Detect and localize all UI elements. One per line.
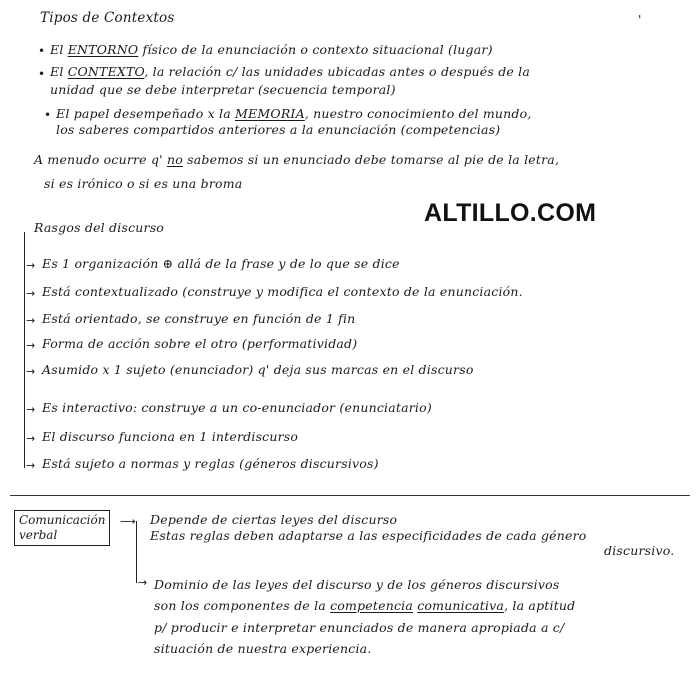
arrow-icon: → bbox=[26, 287, 36, 300]
margin-mark: ' bbox=[638, 12, 642, 27]
bracket-line bbox=[24, 232, 25, 468]
branch1-line-1: Depende de ciertas leyes del discurso bbox=[150, 512, 398, 527]
divider bbox=[10, 495, 690, 496]
rasgo-item: Está sujeto a normas y reglas (géneros discursivos) bbox=[42, 456, 379, 471]
context-item-entorno: El ENTORNO físico de la enunciación o contexto situacional (lugar) bbox=[50, 42, 493, 57]
watermark-logo: ALTILLO.COM bbox=[424, 199, 597, 227]
arrow-icon: → bbox=[26, 432, 36, 445]
bullet-icon: • bbox=[38, 44, 46, 58]
branch1-line-3: discursivo. bbox=[604, 543, 675, 558]
bullet-icon: • bbox=[44, 108, 52, 122]
arrow-icon: ⟶ bbox=[120, 515, 136, 528]
context-item-contexto: El CONTEXTO, la relación c/ las unidades ubicadas antes o después de la bbox=[50, 64, 531, 79]
rasgos-title: Rasgos del discurso bbox=[34, 220, 165, 235]
note-line-2: si es irónico o si es una broma bbox=[44, 176, 243, 191]
branch2-line-2: son los componentes de la competencia comunicativa, la aptitud bbox=[154, 598, 576, 613]
context-item-memoria: El papel desempeñado x la MEMORIA, nuestro conocimiento del mundo, bbox=[56, 106, 532, 121]
arrow-icon: → bbox=[26, 365, 36, 378]
branch2-line-4: situación de nuestra experiencia. bbox=[154, 641, 372, 656]
rasgo-item: Está orientado, se construye en función de 1 fin bbox=[42, 311, 356, 326]
rasgo-item: El discurso funciona en 1 interdiscurso bbox=[42, 429, 299, 444]
page-title: Tipos de Contextos bbox=[40, 10, 175, 26]
context-item-contexto-cont: unidad que se debe interpretar (secuencia temporal) bbox=[50, 82, 396, 97]
note-line-1: A menudo ocurre q' no sabemos si un enunciado debe tomarse al pie de la letra, bbox=[34, 152, 560, 167]
bullet-icon: • bbox=[38, 67, 46, 81]
rasgo-item: Está contextualizado (construye y modifica el contexto de la enunciación. bbox=[42, 284, 523, 299]
branch2-line-3: p/ producir e interpretar enunciados de manera apropiada a c/ bbox=[154, 620, 565, 635]
arrow-icon: → bbox=[26, 459, 36, 472]
rasgo-item: Es 1 organización ⊕ allá de la frase y de lo que se dice bbox=[42, 256, 400, 271]
context-item-memoria-cont: los saberes compartidos anteriores a la enunciación (competencias) bbox=[56, 122, 501, 137]
comunicacion-verbal-box bbox=[14, 510, 110, 546]
box-line-2: verbal bbox=[19, 528, 58, 542]
arrow-icon: → bbox=[26, 403, 36, 416]
arrow-icon: → bbox=[26, 339, 36, 352]
rasgo-item: Asumido x 1 sujeto (enunciador) q' deja sus marcas en el discurso bbox=[42, 362, 474, 377]
box-line-1: Comunicación bbox=[19, 513, 106, 527]
branch1-line-2: Estas reglas deben adaptarse a las especificidades de cada género bbox=[150, 528, 587, 543]
rasgo-item: Es interactivo: construye a un co-enunciador (enunciatario) bbox=[42, 400, 432, 415]
branch2-line-1: Dominio de las leyes del discurso y de los géneros discursivos bbox=[154, 577, 560, 592]
rasgo-item: Forma de acción sobre el otro (performatividad) bbox=[42, 336, 358, 351]
arrow-icon: → bbox=[138, 576, 148, 589]
note-emphasis: no bbox=[166, 152, 183, 167]
arrow-icon: → bbox=[26, 259, 36, 272]
arrow-icon: → bbox=[26, 314, 36, 327]
bracket-line bbox=[136, 521, 137, 583]
